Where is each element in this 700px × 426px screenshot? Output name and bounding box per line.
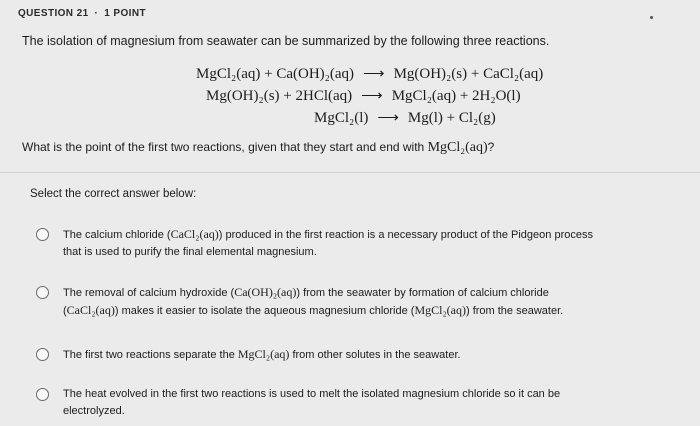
question-number: QUESTION 21 bbox=[18, 8, 89, 19]
header-separator: · bbox=[94, 8, 99, 19]
question-intro: The isolation of magnesium from seawater can be summarized by the following three reactions. bbox=[22, 34, 550, 48]
arrow-icon: ⟶ bbox=[377, 110, 399, 126]
dot-mark bbox=[650, 16, 653, 19]
answer-option-3[interactable] bbox=[36, 346, 676, 364]
option-2-text-a: The removal of calcium hydroxide ( bbox=[63, 287, 235, 299]
answer-option-2-text bbox=[63, 284, 563, 320]
option-2-chem: Ca(OH)₂(aq) bbox=[234, 285, 297, 299]
answer-option-4[interactable] bbox=[36, 386, 676, 420]
option-3-text-a: The first two reactions separate the bbox=[63, 349, 238, 361]
question-end: ? bbox=[487, 140, 495, 154]
section-divider bbox=[0, 172, 700, 173]
question-header bbox=[18, 8, 146, 19]
option-1-text-line2: that is used to purify the final elemental magnesium. bbox=[63, 246, 317, 258]
option-1-text-b: ) produced in the first reaction is a necessary product of the Pidgeon process bbox=[218, 229, 593, 241]
select-answer-label: Select the correct answer below: bbox=[30, 188, 197, 200]
reaction-3-lhs: MgCl₂(l) bbox=[314, 110, 369, 126]
radio-button-1[interactable] bbox=[36, 228, 49, 241]
reaction-1-rhs: Mg(OH)₂(s) + CaCl₂(aq) bbox=[393, 66, 544, 82]
answer-option-3-text bbox=[63, 346, 461, 364]
arrow-icon: ⟶ bbox=[361, 88, 383, 104]
option-4-text-line2: electrolyzed. bbox=[63, 405, 125, 417]
option-2-line2-c: ) from the seawater. bbox=[465, 305, 564, 317]
question-points: 1 POINT bbox=[104, 8, 146, 19]
option-3-text-b: from other solutes in the seawater. bbox=[289, 349, 461, 361]
reaction-2 bbox=[206, 86, 521, 105]
reaction-1-lhs: MgCl₂(aq) + Ca(OH)₂(aq) bbox=[196, 66, 355, 82]
radio-button-4[interactable] bbox=[36, 388, 49, 401]
reaction-2-lhs: Mg(OH)₂(s) + 2HCl(aq) bbox=[206, 88, 353, 104]
option-1-text-a: The calcium chloride ( bbox=[63, 229, 171, 241]
option-2-line2-chem2: MgCl₂(aq) bbox=[414, 303, 466, 317]
answer-option-4-text bbox=[63, 386, 560, 420]
option-2-line2-b: ) makes it easier to isolate the aqueous magnesium chloride ( bbox=[114, 305, 415, 317]
answer-option-2[interactable] bbox=[36, 284, 676, 320]
reaction-2-rhs: MgCl₂(aq) + 2H₂O(l) bbox=[391, 88, 521, 104]
radio-button-2[interactable] bbox=[36, 286, 49, 299]
reaction-1 bbox=[196, 64, 543, 83]
answer-option-1[interactable] bbox=[36, 226, 676, 261]
option-4-text-line1: The heat evolved in the first two reactions is used to melt the isolated magnesium chloride so it can be bbox=[63, 388, 561, 400]
question-text: What is the point of the first two reactions, given that they start and end with bbox=[22, 140, 425, 154]
option-2-line2-a: ( bbox=[63, 305, 67, 317]
option-2-line2-chem1: CaCl₂(aq) bbox=[66, 303, 115, 317]
question-chem: MgCl₂(aq) bbox=[427, 140, 488, 155]
question-prompt bbox=[22, 140, 494, 156]
option-3-chem: MgCl₂(aq) bbox=[237, 347, 290, 361]
option-1-chem: CaCl₂(aq) bbox=[170, 227, 219, 241]
radio-button-3[interactable] bbox=[36, 348, 49, 361]
reaction-3 bbox=[314, 108, 496, 127]
reaction-3-rhs: Mg(l) + Cl₂(g) bbox=[407, 110, 496, 126]
arrow-icon: ⟶ bbox=[363, 66, 385, 82]
answer-option-1-text bbox=[63, 226, 593, 261]
option-2-text-b: ) from the seawater by formation of calcium chloride bbox=[296, 287, 549, 299]
